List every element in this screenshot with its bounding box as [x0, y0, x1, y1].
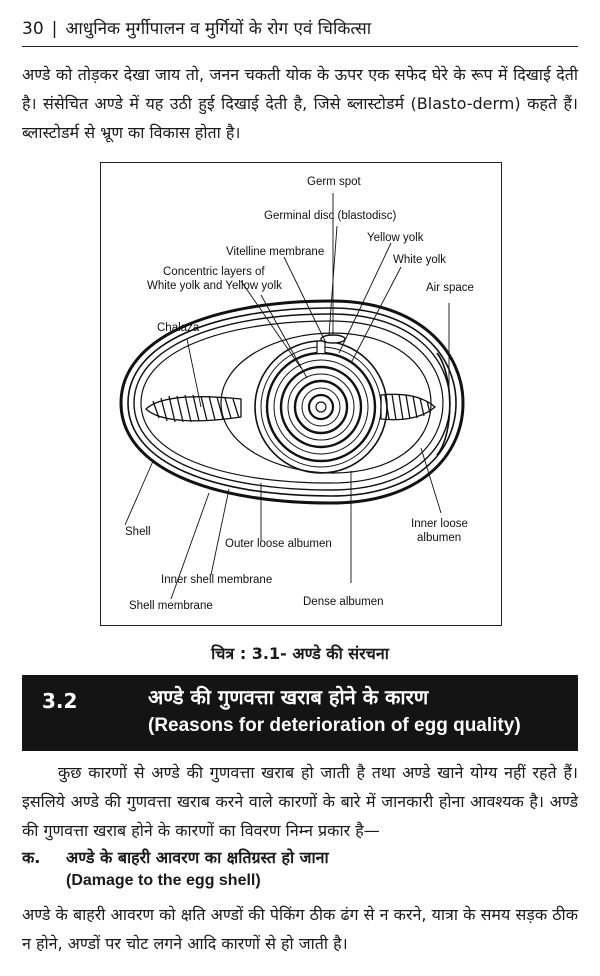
egg-structure-figure	[100, 162, 502, 626]
intro-paragraph: अण्डे को तोड़कर देखा जाय तो, जनन चकती योक के ऊपर एक सफेद घेरे के रूप में दिखाई देती है। संसेचित अण्डे में यह उठी हुई दिखाई देती है, जिसे ब्लास्टोडर्म (Blasto-derm) कहते हैं। ब्लास्टोडर्म से भ्रूण का विकास होता है।	[22, 65, 578, 142]
label-concentric-2: White yolk and Yellow yolk	[147, 280, 282, 292]
subsection-marker: क.	[22, 848, 41, 867]
chalaza-left	[146, 395, 241, 422]
label-inner-loose-1: Inner loose	[411, 518, 468, 530]
label-dense-albumen: Dense albumen	[303, 596, 384, 608]
section-banner	[22, 675, 578, 751]
yolk-rings	[255, 341, 387, 473]
running-header	[22, 12, 578, 47]
page-number: 30	[22, 19, 44, 39]
section-paragraph: कुछ कारणों से अण्डे की गुणवत्ता खराब हो जाती है तथा अण्डे खाने योग्य नहीं रहते हैं। इसलिये अण्डे की गुणवत्ता खराब करने वाले कारणों के बारे में जानकारी होना आवश्यक है। अण्डे की गुणवत्ता खराब होने के कारणों का विवरण निम्न प्रकार है—	[22, 763, 578, 840]
label-outer-loose: Outer loose albumen	[225, 538, 332, 550]
germinal-disc	[321, 335, 345, 343]
book-title: आधुनिक मुर्गीपालन व मुर्गियों के रोग एवं चिकित्सा	[65, 19, 372, 39]
subsection-paragraph: अण्डे के बाहरी आवरण को क्षति अण्डों की पेकिंग ठीक ढंग से न करने, यात्रा के समय सड़क ठीक न होने, अण्डों पर चोट लगने आदि कारणों से हो जाती है।	[22, 905, 578, 953]
label-germinal-disc: Germinal disc (blastodisc)	[264, 210, 397, 222]
label-shell-membrane: Shell membrane	[129, 600, 213, 612]
subsection-paragraph-block	[22, 900, 578, 958]
label-air-space: Air space	[426, 282, 474, 294]
section-paragraph-block	[22, 758, 578, 845]
subsection-title-hindi: अण्डे के बाहरी आवरण का क्षतिग्रस्त हो जाना	[66, 848, 329, 867]
label-concentric-1: Concentric layers of	[163, 266, 265, 278]
label-white-yolk: White yolk	[393, 254, 447, 266]
latebra	[317, 341, 325, 353]
section-title-hindi: अण्डे की गुणवत्ता खराब होने के कारण	[148, 685, 429, 709]
intro-paragraph-block	[22, 60, 578, 147]
label-vitelline-membrane: Vitelline membrane	[226, 246, 325, 258]
label-germ-spot: Germ spot	[307, 176, 361, 188]
egg-diagram	[101, 163, 501, 625]
label-chalaza: Chalaza	[157, 322, 200, 334]
label-inner-shell-membrane: Inner shell membrane	[161, 574, 273, 586]
inner-shell-membrane-outline	[134, 314, 450, 490]
subsection-title-english: (Damage to the egg shell)	[66, 872, 261, 889]
section-number: 3.2	[42, 689, 78, 713]
header-separator: |	[51, 19, 58, 39]
chalaza-right	[381, 394, 435, 420]
figure-caption: चित्र : 3.1- अण्डे की संरचना	[211, 644, 389, 663]
label-yellow-yolk: Yellow yolk	[367, 232, 424, 244]
label-shell: Shell	[125, 526, 151, 538]
label-inner-loose-2: albumen	[417, 532, 462, 544]
section-title-english: (Reasons for deterioration of egg quality)	[148, 715, 521, 736]
